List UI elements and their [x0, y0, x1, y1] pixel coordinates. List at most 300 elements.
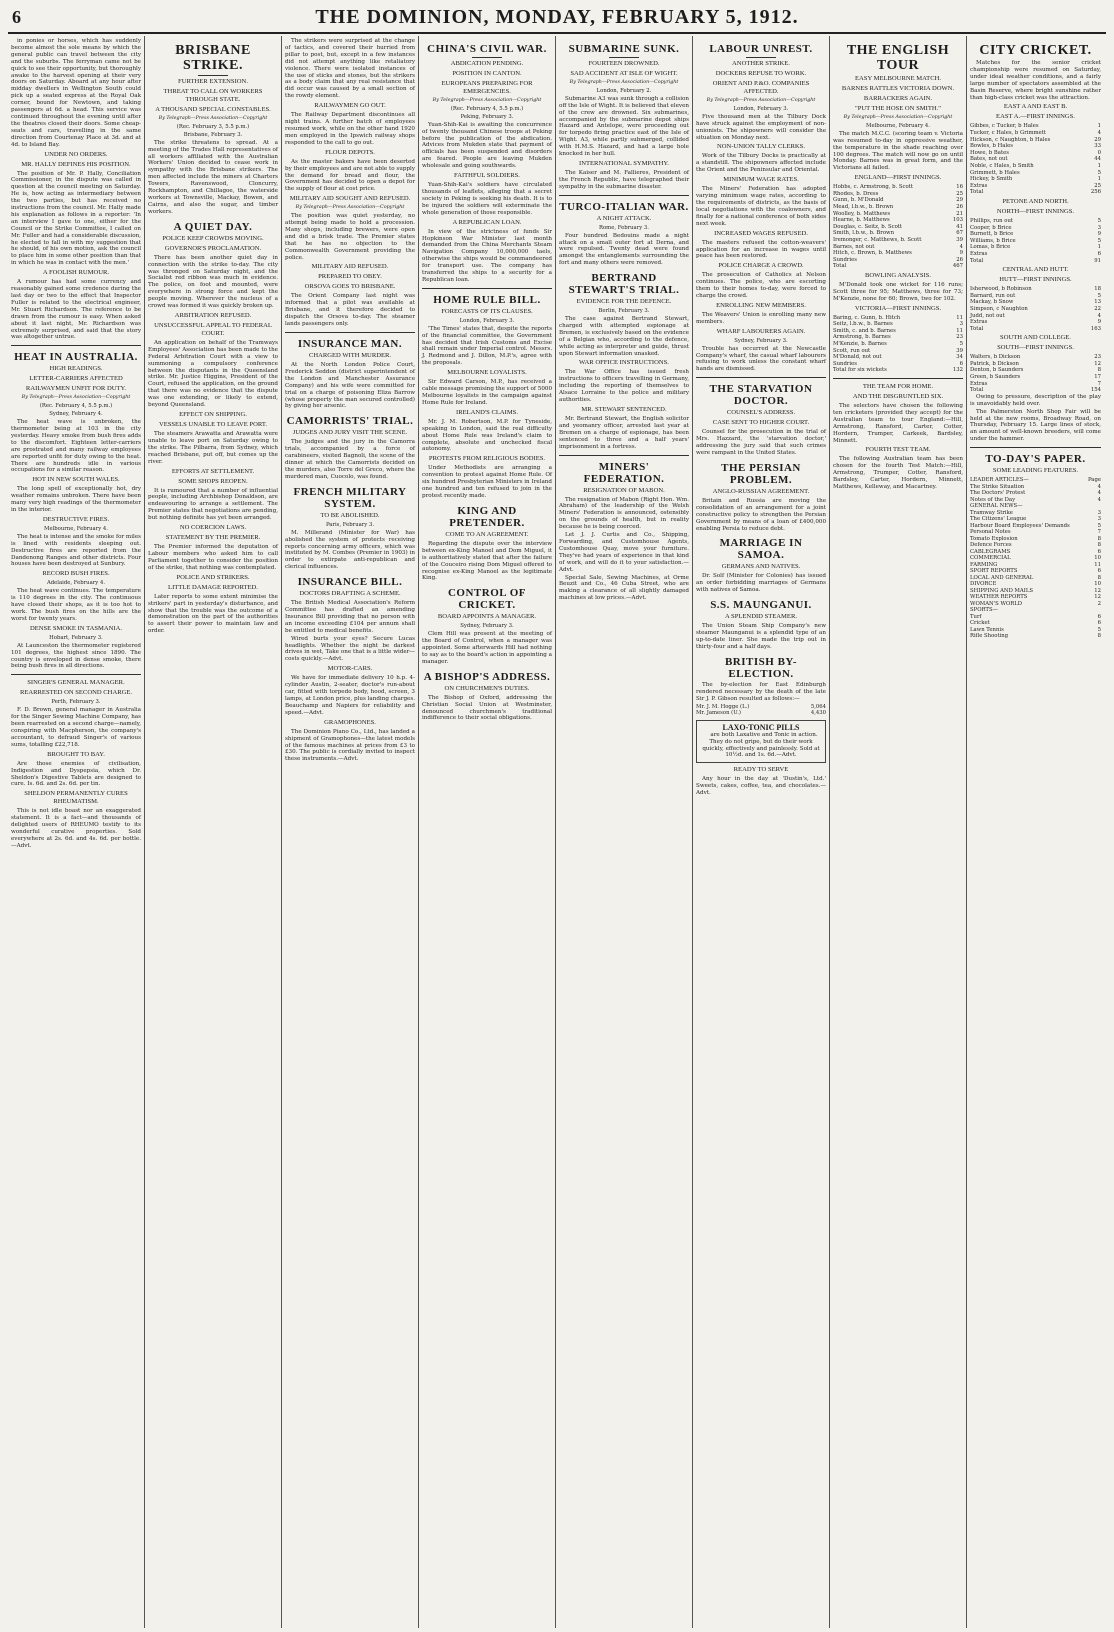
table-row-value: 1	[1097, 244, 1101, 251]
table-row-value: 23	[956, 334, 963, 341]
table-row-label: M'Kenzie, b. Barnes	[833, 341, 887, 348]
dateline: (Rec. February 4, 5.5 p.m.)	[39, 403, 113, 410]
table-row-value: 9	[1097, 231, 1101, 238]
headline: WAR OFFICE INSTRUCTIONS.	[579, 359, 669, 367]
article-text: Britain and Russia are moving the consolidation of an arrangement for a joint constructive policy to strengthen the Persian Government by means of a loan of £400,000 enabling Persia to reduce debt.	[696, 497, 826, 532]
table-row-label: Williams, b Brice	[970, 237, 1016, 244]
article-text: Four hundred Bedouins made a night attack on a small outer fort at Derna, and were repulsed. Twenty dead were found amongst the entanglements surrounding the fort and many others were removed.	[559, 232, 689, 267]
divider	[11, 345, 141, 346]
features-list	[970, 477, 1101, 640]
subheadline: UNSUCCESSFUL APPEAL TO FEDERAL COURT.	[154, 321, 272, 337]
table-row	[970, 354, 1101, 361]
list-item-label: The Doctors' Protest	[970, 490, 1026, 497]
article-text: in ponies or horses, which has suddenly become almost the sole means by which the general public can travel between the city and the suburbs. The ferryman came not be quick to see their opportunity, but thoroughly awake to the harvest opening at their very doors on Saturday. Aboard at any hour after midday dwellers in Wellington South could pick up a seated express at the Royal Oak corner, bound for Newtown, and taking passengers at 6d. a head. This service was continued throughout the evening until after the theatres closed their doors. Some cheap-seats and cars, travelling in the same direction from Courtenay Place at 3d. and at 4d. to Island Bay.	[11, 38, 141, 148]
headline: UNDER NO ORDERS.	[44, 150, 108, 158]
headline: KING AND PRETENDER.	[449, 504, 525, 529]
list-item-value: 8	[1097, 633, 1101, 640]
dateline: Sydney, February 4.	[49, 411, 103, 418]
dateline: Paris, February 3.	[325, 521, 375, 528]
table-row	[833, 237, 963, 244]
article-text: The position of Mr. P. Hally, Conciliation Commissioner, in the dispute was called in question at the council meeting on Saturday. He is, how acting as intermediary between the two parties, but has received no instructions from the council. Mr. Hally made his explanation as follows in a reporter: 'In an interview I gave to one, either for the Council or the Strike Committee, I called on Mr. Fuller and had a considerable discussion, he elected to fall in with my suggestion that he should, of his own motion, ask the council to place him in some other position than that in which he was in contact with the men.'	[11, 170, 141, 267]
headline: PETONE AND NORTH.	[1002, 197, 1069, 205]
table-row-value: 39	[956, 237, 963, 243]
subheadline: LETTER-CARRIERS AFFECTED	[29, 375, 123, 383]
list-item	[970, 633, 1101, 640]
table-row-label: Green, b Saunders	[970, 374, 1021, 381]
table-row-label: Patrick, b Dickson	[970, 360, 1019, 367]
subheadline: A NIGHT ATTACK.	[596, 214, 652, 222]
subheadline: GERMANS AND NATIVES.	[721, 563, 801, 571]
table-row-label: Gibbes, c Tucker, b Hales	[970, 123, 1039, 130]
headline: INTERNATIONAL SYMPATHY.	[579, 159, 669, 167]
table-row-value: 11	[956, 314, 963, 321]
table-row-value: 6	[959, 360, 963, 367]
article-text: Later reports to some extent minimise the strikers' part in yesterday's disturbance, and show that the trouble was the outcome of a demonstration on the part of the authorities to assert their power to maintain law and order.	[148, 593, 278, 635]
ad-text: Special Sale, Sewing Machines, at Orme Beuzit and Co., 46 Cuba Street, who are making a clearance of all slightly damaged machines at low prices.—Advt.	[559, 574, 689, 602]
article-text: An application on behalf of the Tramways Employees' Association has been made to the Federal Arbitration Court with a view to summoning a compulsory conference between the disputants in the Queensland strike. Mr. Justice Higgins, President of the Court, refused the application, on the ground that there was no evidence that the dispute was one extending, or likely to extend, beyond Queensland.	[148, 339, 278, 409]
dateline: Melbourne, February 4.	[44, 525, 108, 532]
headline: EFFECT ON SHIPPING.	[179, 411, 247, 418]
dateline: (Rec. February 4, 5.5 p.m.)	[450, 105, 524, 112]
headline: CONTROL OF CRICKET.	[447, 587, 527, 612]
list-item-value: 6	[1097, 568, 1101, 575]
article-text: The British Medical Association's Reform Committee has drafted an amending Insurance Bill providing that no person with an income exceeding £104 per annum shall be entitled to medical benefits.	[285, 600, 415, 634]
table-row-label: Lomas, b Brice	[970, 244, 1011, 251]
table-row-value: 1	[1097, 123, 1101, 130]
headline: A BISHOP'S ADDRESS.	[423, 670, 551, 683]
table-row	[970, 183, 1101, 190]
table-row	[833, 184, 963, 191]
dateline: Perth, February 3.	[51, 699, 101, 706]
divider	[970, 447, 1101, 448]
list-item-label: The Strike Situation	[970, 483, 1025, 490]
table-row-label: Denton, b Saunders	[970, 367, 1024, 374]
table-row-value: 5	[1097, 169, 1101, 176]
dateline: Adelaide, February 4.	[46, 580, 106, 587]
table-row-label: Grimmett, b Hales	[970, 169, 1020, 176]
subheadline: POLICE KEEP CROWDS MOVING.	[162, 234, 264, 242]
table-row-value: 6	[1097, 250, 1101, 257]
subheadline: COUNSEL'S ADDRESS.	[726, 409, 796, 417]
list-item-label: Turf	[970, 613, 982, 620]
table-row-label: Smith, l.b.w., b. Brown	[833, 230, 894, 237]
byline: By Telegraph—Press Association—Copyright	[706, 98, 816, 103]
article-text: Mr. Bertrand Stewart, the English solicitor and yeomanry officer, arrested last year at Bremen on a charge of espionage, has been sentenced to three and a half years' imprisonment in a fortress.	[559, 416, 689, 450]
scorecard-heading: NORTH—FIRST INNINGS.	[996, 207, 1075, 215]
table-row-label: Smith, c. and b. Barnes	[833, 327, 896, 334]
list-item-value: 8	[1097, 574, 1101, 581]
table-row-value: 5	[1097, 217, 1101, 224]
table-row-label: Judd, not out	[970, 312, 1005, 319]
table-row-label: Scott, run out	[833, 347, 871, 354]
article-text: Mr. J. M. Robertson, M.P. for Tyneside, speaking in London, said the real difficulty about Home Rule was Ireland's claim to complete, absolute and unchecked fiscal autonomy.	[422, 418, 552, 453]
article-text: In view of the strictness of funds Sir Hopkinson War Minister last month demanded from the China Merchants Steam Navigation Company 10,000,000 taels, otherwise the ships would be commandeered for transport use. The company has transferred the ships to a security for a Republican loan.	[422, 228, 552, 283]
ad-headline: READY TO SERVE	[733, 766, 789, 774]
ad-text: Let J. J. Curtis and Co., Shipping, Forwarding, and Customhouse Agents, Customhouse Quay, move your furniture. They've had years of experience in that kind of work, and will do it to your satisfaction.—Advt.	[559, 532, 689, 573]
advert-box	[696, 720, 826, 764]
headline: LABOUR UNREST.	[709, 43, 813, 55]
subheadline: CHARGED WITH MURDER.	[308, 352, 392, 359]
article-text: The Premier informed the deputation of Labour members who asked him to call Parliament together to consider the position of the strike, that nothing was contemplated.	[148, 544, 278, 571]
subheadline: ON CHURCHMEN'S DUTIES.	[444, 684, 530, 692]
subheadline: TO BE ABOLISHED.	[320, 511, 380, 519]
column-6	[693, 36, 830, 1628]
columns	[8, 36, 1106, 1628]
scorecard-heading: SOUTH—FIRST INNINGS.	[997, 344, 1074, 352]
table-row	[970, 293, 1101, 300]
table-row	[833, 217, 963, 224]
subheadline: POSITION IN CANTON.	[452, 70, 522, 77]
article-text: Under Methodists are arranging a convention to protest against Home Rule. Of six hundred Presbyterian Ministers in Ireland one hundred and ten refused to join in the protest recently made.	[422, 465, 552, 499]
article-text: Counsel for the prosecution in the trial of Mrs. Hazzard, the 'starvation doctor,' addressing the jury said that such crimes were rampant in the United States.	[696, 429, 826, 456]
table-row	[970, 137, 1101, 144]
table-row-value: 0	[1097, 149, 1101, 156]
subheadline: EASY MELBOURNE MATCH.	[854, 75, 942, 82]
list-item-label: GENERAL NEWS—	[970, 503, 1023, 510]
table-row: Total 467	[833, 263, 963, 270]
divider	[696, 377, 826, 378]
table-row	[833, 361, 963, 368]
table-row	[970, 150, 1101, 157]
article-text: The heat is intense and the smoke for miles is lined with residents sleeping out. Destructive fires are reported from the Dandenong Ranges and other districts. Four houses have been destroyed at Sunbury.	[11, 533, 141, 568]
table-row-label: Barnes, not out	[833, 243, 875, 250]
table-row	[970, 299, 1101, 306]
table-row-value: 18	[1094, 286, 1101, 293]
table-row	[833, 191, 963, 198]
article-text: Clem Hill was present at the meeting of the Board of Control, when a manager was appointed. Some afterwards Hill had nothing to say as to the board's action in appointing a manager.	[422, 631, 552, 665]
scorecard-heading: VICTORIA—FIRST INNINGS.	[854, 304, 942, 312]
article-text: There has been another quiet day in connection with the strike to-day. The city was thronged on Saturday night, and the Socialist red ribbon was much in evidence. The police, on foot and mounted, were everywhere in strong force and kept the people moving. Wherever the nucleus of a crowd was formed it was quickly broken up.	[148, 254, 278, 310]
headline: DESTRUCTIVE FIRES.	[42, 515, 110, 523]
list-item-value: 4	[1097, 496, 1101, 503]
subheadline: HIGH READINGS.	[49, 365, 103, 373]
subheadline: A SPLENDID STEAMER.	[725, 613, 797, 621]
subheadline: FOURTEEN DROWNED.	[588, 60, 660, 67]
dateline: Rome, February 3.	[599, 224, 649, 231]
headline: RAILWAYMEN GO OUT.	[314, 102, 386, 110]
table-row-label: Baring, c. Gunn, b. Hitch	[833, 314, 901, 321]
scorecard-south	[970, 354, 1101, 387]
article-text: A rumour has had some currency and reasonably gained some credence during the last day or two to the effect that Inspector Fuller is related to the electrical engineer, Mr. Stuart Richardson. The reference to be drawn from the rumour is easy. When asked about it last night, Mr. Richardson was extremely surprised, and said that the story was altogether untrue.	[11, 279, 141, 341]
headline: S.S. MAUNGANUI.	[710, 599, 812, 612]
table-row	[833, 244, 963, 251]
subheadline: ANGLO-RUSSIAN AGREEMENT.	[712, 487, 810, 495]
table-row	[970, 123, 1101, 130]
subheadline: ORIENT AND P.&O. COMPANIES AFFECTED.	[712, 80, 810, 95]
subheadline: A THOUSAND SPECIAL CONSTABLES.	[155, 106, 271, 113]
article-text: As the master bakers have been deserted by their employees and are not able to supply the demand for bread and flour, the Government has decided to open a depot for the supply of flour at cost price.	[285, 158, 415, 193]
byline: By Telegraph—Press Association—Copyright	[158, 116, 268, 121]
table-row-label: Hickson, c Naughton, b Hales	[970, 136, 1051, 143]
dateline: Sydney, February 3.	[734, 337, 788, 344]
headline: THE PERSIAN PROBLEM.	[721, 461, 801, 486]
headline: A QUIET DAY.	[173, 220, 253, 233]
article-text: Work of the Tilbury Docks is practically at a standstill. The shipowners affected include the Orient and the Peninsular and Oriental.	[696, 153, 826, 174]
table-row-value: 103	[952, 217, 963, 224]
table-row-value: 44	[1094, 156, 1101, 163]
article-text: The steamers Arawatta and Arawatta were unable to leave port on Saturday owing to the strike. The Pilbarra, from Sydney, which reached Brisbane, put off, but comes up the river.	[148, 431, 278, 465]
list-item-value: 3	[1097, 509, 1101, 516]
table-row-value: 34	[956, 354, 963, 361]
headline: HOME RULE BILL.	[433, 293, 541, 306]
article-text: At Launceston the thermometer registered 101 degrees, the highest since 1890. The country is enveloped in dense smoke, there being bush fires in all directions.	[11, 642, 141, 670]
headline: MR. HALLY DEFINES HIS POSITION.	[21, 160, 131, 168]
list-item-label: SPORT REPORTS	[970, 568, 1018, 575]
headline: SINGER'S GENERAL MANAGER.	[27, 679, 125, 687]
headline: BERTRAND STEWART'S TRIAL.	[568, 272, 680, 297]
article-text: The long spell of exceptionally hot, dry weather remains unbroken. There have been many very high readings of the thermometer in the interior.	[11, 486, 141, 514]
table-row-label: Phillips, run out	[970, 217, 1013, 224]
subheadline: CASE SENT TO HIGHER COURT.	[712, 419, 810, 427]
byline: By Telegraph—Press Association—Copyright	[295, 205, 405, 211]
article-text: The Miners' Federation has adopted varying minimum wage rates, according to the requirements of districts, as the basis of local negotiations with the coalowners, and finally for a national conference of both sides next week.	[696, 186, 826, 227]
newspaper-title: THE DOMINION, MONDAY, FEBRUARY 5, 1912.	[315, 6, 799, 28]
headline: INSURANCE MAN.	[297, 338, 403, 350]
table-row	[833, 348, 963, 355]
table-row-label: Isherwood, b Robinson	[970, 286, 1032, 293]
list-item-value: 4	[1097, 483, 1101, 490]
list-item-value: 6	[1097, 548, 1101, 555]
table-row-value: 9	[1097, 319, 1101, 326]
table-row-value: 26	[956, 256, 963, 263]
table-row	[970, 170, 1101, 177]
byline: By Telegraph—Press Association—Copyright	[569, 80, 679, 85]
table-row	[970, 244, 1101, 251]
headline: MILITARY AID REFUSED.	[311, 263, 389, 271]
table-row-value: 5	[1097, 292, 1101, 299]
table-row-value: 4	[959, 243, 963, 250]
table-row-label: Sundries	[833, 360, 857, 367]
subheadline: ANOTHER STRIKE.	[732, 60, 790, 67]
subheadline: SOME LEADING FEATURES.	[992, 467, 1079, 475]
table-row	[970, 286, 1101, 293]
list-item-value: 4	[1097, 490, 1101, 497]
table-row-value: 11	[956, 327, 963, 334]
table-row-value: 8	[1097, 367, 1101, 374]
subheadline: RAILWAYMEN UNFIT FOR DUTY.	[25, 385, 127, 393]
list-item-value: 11	[1094, 561, 1101, 568]
article-text: The heat wave is unbroken, the thermometer being at 103 in the city yesterday. Heavy smoke from bush fires adds to the discomfort. Eighteen letter-carriers are prostrated and many railway employees are reported unfit for duty owing to the heat. There are hundreds idle in various occupations for a similar reason.	[11, 419, 141, 474]
table-row	[833, 250, 963, 257]
table-row-value: 5	[959, 341, 963, 348]
list-item-value: 5	[1097, 626, 1101, 633]
list-item-value: 3	[1097, 516, 1101, 523]
subheadline: AND THE DISGRUNTLED SIX.	[852, 393, 944, 401]
article-text: The strikers were surprised at the change of tactics, and covered their hurried from pillar to post, but, except in a few instances did not attempt anything like retaliatory violence. There were isolated instances of the use of sticks and stones, but the strikers as a body claim that any real resistance that did occur was caused by a small section of the rowdy element.	[285, 38, 415, 100]
subheadline: REARRESTED ON SECOND CHARGE.	[19, 689, 133, 697]
dateline: Melbourne, February 4.	[866, 122, 930, 129]
scorecard-victoria	[833, 315, 963, 368]
article-text: Trouble has occurred at the Newcastle Company's wharf, the casual wharf labourers refusing to work unless the constant wharf hands are dismissed.	[696, 345, 826, 373]
table-row-label: Hitch, c. Brown, b. Matthews	[833, 250, 912, 257]
divider	[559, 195, 689, 196]
article-text: The Orient Company last night was informed that a pilot was available at Brisbane, and it therefore decided to dispatch the Orsova to-day. The steamer lands passengers only.	[285, 293, 415, 328]
subheadline: LITTLE DAMAGE REPORTED.	[168, 583, 258, 591]
table-row	[833, 230, 963, 237]
list-item-value: 7	[1097, 529, 1101, 536]
article-text: The Palmerston North Shop Fair will be held at the new rooms, Broadway Road, on Thursday, February 15. Large lines of stock, an amount of well-known breeders, will come under the hammer.	[970, 408, 1101, 443]
subheadline: COME TO AN AGREEMENT.	[445, 530, 529, 538]
subheadline: BARNES RATTLES VICTORIA DOWN.	[841, 85, 955, 92]
article-text: The Kaiser and M. Fallieres, President of the French Republic, have telegraphed their sympathy in the submarine disaster.	[559, 169, 689, 190]
article-text: Dr. Solf (Minister for Colonies) has issued an order forbidding marriages of Germans with natives of Samoa.	[696, 573, 826, 594]
scorecard-heading: HUTT—FIRST INNINGS.	[999, 276, 1072, 284]
vote-results	[696, 704, 826, 717]
table-row	[833, 334, 963, 341]
article-text: The War Office has issued fresh instructions to officers travelling in Germany, including the reporting of themselves to Alsace Lorraine to the police and military authorities.	[559, 369, 689, 404]
dateline: (Rec. February 3, 5.5 p.m.)	[176, 123, 250, 130]
list-item-label: Notes of the Day	[970, 496, 1016, 503]
table-row	[970, 374, 1101, 381]
table-row-value: 1	[1097, 163, 1101, 169]
table-row-value: 33	[1094, 143, 1101, 150]
table-row-label: Simpson, c Naughton	[970, 305, 1028, 312]
list-item-label: COMMERCIAL	[970, 555, 1011, 562]
ad-headline: LAXO-TONIC PILLS	[722, 722, 800, 732]
headline: ARBITRATION REFUSED.	[174, 311, 252, 319]
headline: MR. STEWART SENTENCED.	[581, 406, 667, 413]
table-row-label: Bates, not out	[970, 156, 1008, 163]
list-item-label: Cricket	[970, 620, 990, 627]
table-row-value: 12	[1094, 360, 1101, 367]
headline: CAMORRISTS' TRIAL.	[286, 415, 414, 428]
headline: THE STARVATION DOCTOR.	[709, 383, 813, 408]
headline: EAST A AND EAST B.	[1003, 103, 1068, 111]
dateline: Berlin, February 3.	[598, 308, 650, 315]
article-text: The Weavers' Union is enrolling many new members.	[696, 311, 826, 325]
headline: BOWLING ANALYSIS.	[864, 271, 931, 279]
table-row	[833, 197, 963, 204]
article-text: The Railway Department discontinues all night trains. A further batch of employees resumed work, while on the other hand 1920 men employed in the Ipswich railway shops responded to the call to go out.	[285, 112, 415, 146]
subheadline: JUDGES AND JURY VISIT THE SCENE.	[292, 429, 408, 437]
divider	[559, 455, 689, 456]
column-1	[8, 36, 145, 1628]
article-text: Regarding the dispute over the interview between ex-King Manoel and Dom Miguel, it is authoritatively stated that after the failure of the Couceiro rising Dom Miguel offered to recognise ex-King Manoel as the legitimate King.	[422, 540, 552, 582]
headline: BRISBANE STRIKE.	[175, 43, 251, 73]
byline: By Telegraph—Press Association—Copyright	[21, 395, 131, 401]
table-row	[833, 321, 963, 328]
headline: CHINA'S CIVIL WAR.	[427, 43, 547, 55]
table-row	[833, 315, 963, 322]
table-row	[970, 231, 1101, 238]
list-item-label: Harbour Board Employees' Demands	[970, 522, 1070, 529]
subheadline: DOCKERS REFUSE TO WORK.	[715, 70, 807, 77]
table-row: Total for six wickets 132	[833, 367, 963, 374]
list-item-label: SHIPPING AND MAILS	[970, 587, 1033, 594]
byline: By Telegraph—Press Association—Copyright	[843, 115, 953, 120]
list-item-value: 10	[1094, 555, 1101, 562]
table-row	[833, 211, 963, 218]
headline: FAITHFUL SOLDIERS.	[454, 172, 520, 180]
headline: SUBMARINE SUNK.	[568, 43, 680, 55]
byline: By Telegraph—Press Association—Copyright	[432, 98, 542, 103]
subheadline: GOVERNOR'S PROCLAMATION.	[164, 244, 262, 252]
headline: RECORD BUSH FIRES.	[42, 570, 110, 578]
table-row-value: 29	[956, 197, 963, 204]
list-item-label: SPORTS—	[970, 607, 998, 614]
table-row	[970, 381, 1101, 388]
ad-text: This is not idle boast nor an exaggerated statement. It is a fact—and thousands of delighted users of RHEUMO testify to its wonderful curative properties. Sold everywhere at 2s. 6d. and 4s. 6d. per bottle.—Advt.	[11, 808, 141, 849]
list-item-value: Page	[1087, 477, 1101, 484]
page-number: 6	[12, 7, 21, 27]
article-text: The by-election for East Edinburgh rendered necessary by the death of the late Sir J. P. Gibson resulted as follows:—	[696, 681, 826, 702]
list-item-label: WEATHER REPORTS	[970, 594, 1028, 601]
headline: THE ENGLISH TOUR	[846, 43, 950, 73]
divider	[833, 378, 963, 379]
list-item-value: 5	[1097, 522, 1101, 529]
table-row-label: Mackay, b Snow	[970, 299, 1014, 306]
headline: DENSE SMOKE IN TASMANIA.	[29, 624, 123, 632]
article-text: The strike threatens to spread. At a meeting of the Trades Hall representatives of all workers affiliated with the Australian Workers' Union decided to cease work in sympathy with the Brisbane strikers. The men affected include the miners at Charters Towers, Ravenswood, Cloncurry, Rockhampton, and Chillagoe, the waterside workers at Townsville, Mackay, Bowen, and Cairns, and also the sugar, and timber workers.	[148, 139, 278, 215]
dateline: London, February 3.	[459, 317, 515, 324]
headline: NO COERCION LAWS.	[179, 524, 247, 532]
subheadline: FORECASTS OF ITS CLAUSES.	[441, 307, 533, 315]
table-row: Total 91	[970, 257, 1101, 264]
table-row-value: 25	[1094, 182, 1101, 189]
headline: TURCO-ITALIAN WAR.	[559, 200, 689, 213]
list-item-label: Rifle Shooting	[970, 633, 1009, 640]
subheadline: SOME SHOPS REOPEN.	[178, 477, 248, 485]
table-row-label: Cooper, b Brice	[970, 224, 1012, 231]
list-item-label: Tramway Strike	[970, 509, 1013, 516]
headline: FLOUR DEPOTS.	[325, 148, 375, 156]
table-row: Total 154	[970, 387, 1101, 394]
table-row	[970, 163, 1101, 170]
column-2	[145, 36, 282, 1628]
table-row-value: 4	[1097, 312, 1101, 319]
subheadline: STATEMENT BY THE PREMIER.	[165, 534, 261, 542]
table-row-value: 41	[956, 223, 963, 230]
headline: FOURTH TEST TEAM.	[865, 446, 931, 454]
table-row-label: Hickey, b Smith	[970, 176, 1013, 183]
list-item-label: Defence Forces	[970, 542, 1012, 549]
headline: FRENCH MILITARY SYSTEM.	[293, 485, 407, 510]
table-row-label: Hobbs, c. Armstrong, b. Scott	[833, 184, 913, 191]
vote-row-value: 5,064	[810, 703, 826, 710]
table-row-label: Walters, b Dickson	[970, 354, 1021, 361]
table-row	[970, 313, 1101, 320]
divider	[285, 332, 415, 333]
subheadline: VESSELS UNABLE TO LEAVE PORT.	[158, 421, 268, 428]
table-row-label: M'Donald, not out	[833, 354, 882, 361]
table-row-value: 3	[1097, 224, 1101, 231]
headline: POLICE AND STRIKERS.	[176, 573, 250, 581]
table-row-label: Sundries	[833, 256, 857, 263]
article-text: F. D. Brown, general manager in Australia for the Singer Sewing Machine Company, has been rearrested on a second charge—namely, conspiring with Macpherson, the company's accountant, to defraud Singer's of various sums, totalling £22,718.	[11, 707, 141, 748]
dateline: Brisbane, February 3.	[183, 131, 243, 138]
table-row-value: 13	[1094, 299, 1101, 306]
table-row-label: Douglas, c. Seitz, b. Scott	[833, 223, 903, 230]
article-text: Yuan-Shih-Kai's soldiers have circulated thousands of leaflets, alleging that a secret society in Peking is seeking his death. It is to be injured the soldiers will exterminate the whole generation of those responsible.	[422, 182, 552, 216]
list-item-label: DIVORCE	[970, 581, 997, 588]
table-row	[833, 204, 963, 211]
table-row	[970, 176, 1101, 183]
scorecard-hutt	[970, 286, 1101, 326]
list-item-label: Lawn Tennis	[970, 626, 1004, 633]
headline: MILITARY AID SOUGHT AND REFUSED.	[289, 195, 411, 203]
table-row	[833, 328, 963, 335]
article-text: The heat wave continues. The temperature is 110 degrees in the city. The continuous have closed their shops, as it is too hot to work. The bush fires on the hills are the worst for twenty years.	[11, 588, 141, 622]
list-item-label: LOCAL AND GENERAL	[970, 574, 1034, 581]
table-row	[833, 341, 963, 348]
headline: A REPUBLICAN LOAN.	[452, 218, 522, 226]
headline: A FOOLISH RUMOUR.	[42, 269, 110, 277]
headline: MELBOURNE LOYALISTS.	[447, 369, 527, 377]
divider	[11, 674, 141, 675]
list-item-label: CABLEGRAMS	[970, 548, 1011, 555]
ad-headline: BROUGHT TO BAY.	[47, 750, 105, 758]
table-row-label: Extras	[970, 182, 988, 189]
